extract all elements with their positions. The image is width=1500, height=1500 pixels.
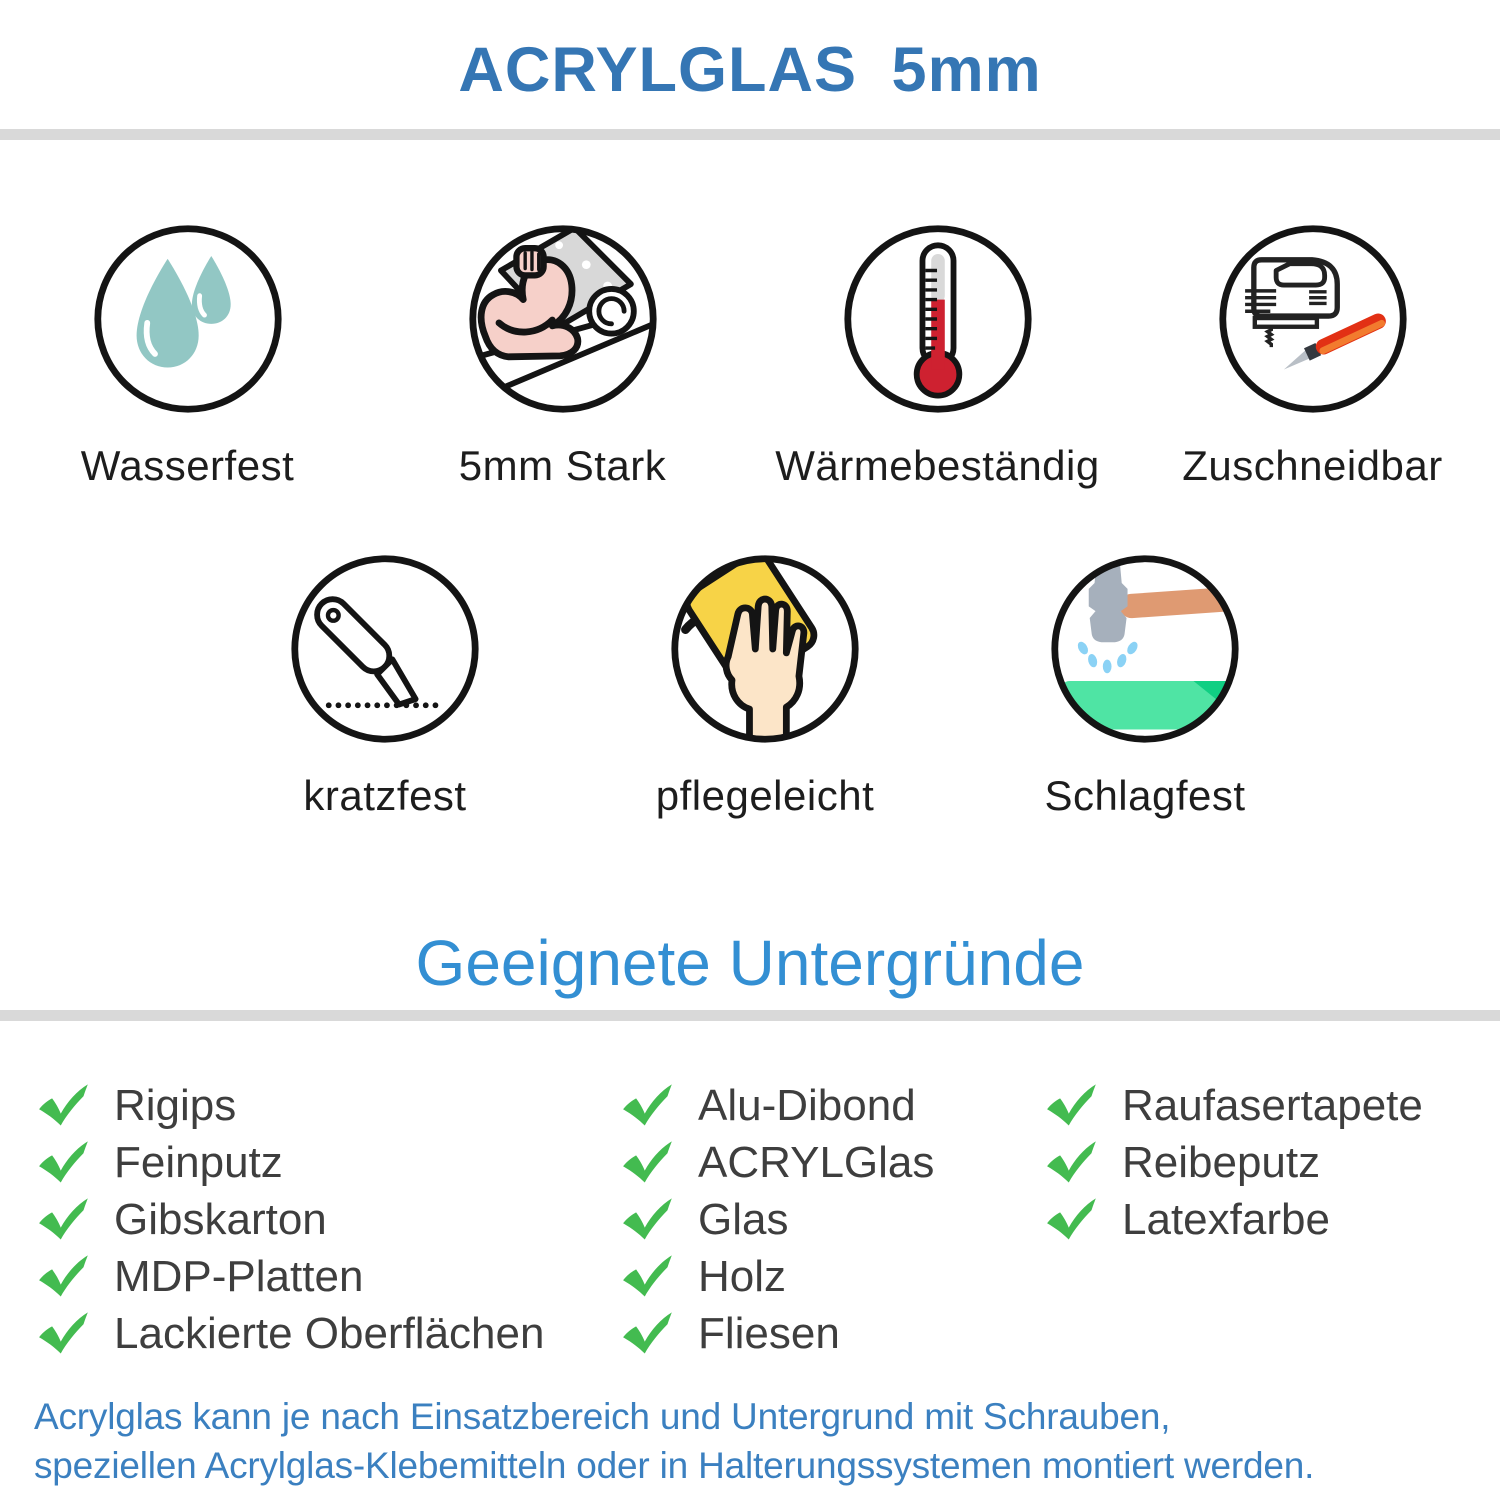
feature-kratzfest [195, 552, 575, 820]
feature-label: Zuschneidbar [1182, 442, 1443, 489]
checkmark-icon [38, 1084, 90, 1128]
list-item-label: Lackierte Oberflächen [114, 1308, 545, 1358]
checkmark-icon [1046, 1198, 1098, 1242]
features-row-2 [195, 552, 1335, 820]
list-item [38, 1248, 544, 1305]
footer-line-2: speziellen Acrylglas-Klebemitteln oder in Halterungssystemen montiert werden. [34, 1445, 1315, 1486]
substrates-column-3 [1046, 1077, 1423, 1248]
substrates-column-2 [622, 1077, 934, 1362]
list-item [622, 1248, 934, 1305]
list-item [38, 1191, 544, 1248]
water-drops-icon [91, 222, 285, 416]
list-item [622, 1305, 934, 1362]
list-item [622, 1134, 934, 1191]
list-item-label: Alu-Dibond [698, 1080, 916, 1130]
checkmark-icon [1046, 1084, 1098, 1128]
checkmark-icon [622, 1198, 674, 1242]
utility-knife-icon [288, 552, 482, 746]
muscle-arm-icon [466, 222, 660, 416]
list-item-label: Glas [698, 1194, 789, 1244]
feature-label: Wasserfest [80, 442, 295, 489]
list-item-label: Raufasertapete [1122, 1080, 1423, 1130]
substrates-column-1 [38, 1077, 544, 1362]
feature-label: Wärmebeständig [775, 442, 1100, 489]
feature-label: Schlagfest [1044, 772, 1246, 819]
list-item [622, 1191, 934, 1248]
cleaning-hand-icon [668, 552, 862, 746]
list-item [1046, 1191, 1423, 1248]
list-item-label: Fliesen [698, 1308, 840, 1358]
checkmark-icon [622, 1141, 674, 1185]
page-title: ACRYLGLAS 5mm [458, 35, 1042, 105]
checkmark-icon [38, 1255, 90, 1299]
checkmark-icon [38, 1141, 90, 1185]
hammer-icon [1048, 552, 1242, 746]
list-item-label: Rigips [114, 1080, 237, 1130]
features-row-1 [0, 222, 1500, 490]
section-title-substrates: Geeignete Untergründe [415, 927, 1085, 999]
list-item [38, 1077, 544, 1134]
jigsaw-icon [1216, 222, 1410, 416]
thermometer-icon [841, 222, 1035, 416]
checkmark-icon [622, 1312, 674, 1356]
checkmark-icon [1046, 1141, 1098, 1185]
list-item-label: Holz [698, 1251, 787, 1301]
list-item [622, 1077, 934, 1134]
checkmark-icon [622, 1255, 674, 1299]
list-item-label: Reibeputz [1122, 1137, 1321, 1187]
substrates-list [0, 1077, 1500, 1367]
feature-wasserfest [0, 222, 375, 490]
feature-label: kratzfest [303, 772, 467, 819]
list-item-label: Feinputz [114, 1137, 283, 1187]
feature-zuschneidbar [1125, 222, 1500, 490]
footer-note [34, 1392, 1494, 1490]
feature-label: 5mm Stark [458, 442, 667, 489]
footer-line-1: Acrylglas kann je nach Einsatzbereich und Untergrund mit Schrauben, [34, 1396, 1171, 1437]
list-item-label: ACRYLGlas [698, 1137, 935, 1187]
feature-label: pflegeleicht [655, 772, 875, 819]
feature-schlagfest [955, 552, 1335, 820]
list-item [38, 1134, 544, 1191]
list-item-label: Latexfarbe [1122, 1194, 1330, 1244]
feature-5mm-stark [375, 222, 750, 490]
list-item-label: MDP-Platten [114, 1251, 364, 1301]
checkmark-icon [38, 1312, 90, 1356]
list-item [38, 1305, 544, 1362]
checkmark-icon [622, 1084, 674, 1128]
list-item [1046, 1134, 1423, 1191]
divider-top [0, 129, 1500, 140]
divider-substrates [0, 1010, 1500, 1021]
list-item-label: Gibskarton [114, 1194, 327, 1244]
feature-waermebestaendig [750, 222, 1125, 490]
checkmark-icon [38, 1198, 90, 1242]
list-item [1046, 1077, 1423, 1134]
feature-pflegeleicht [575, 552, 955, 820]
